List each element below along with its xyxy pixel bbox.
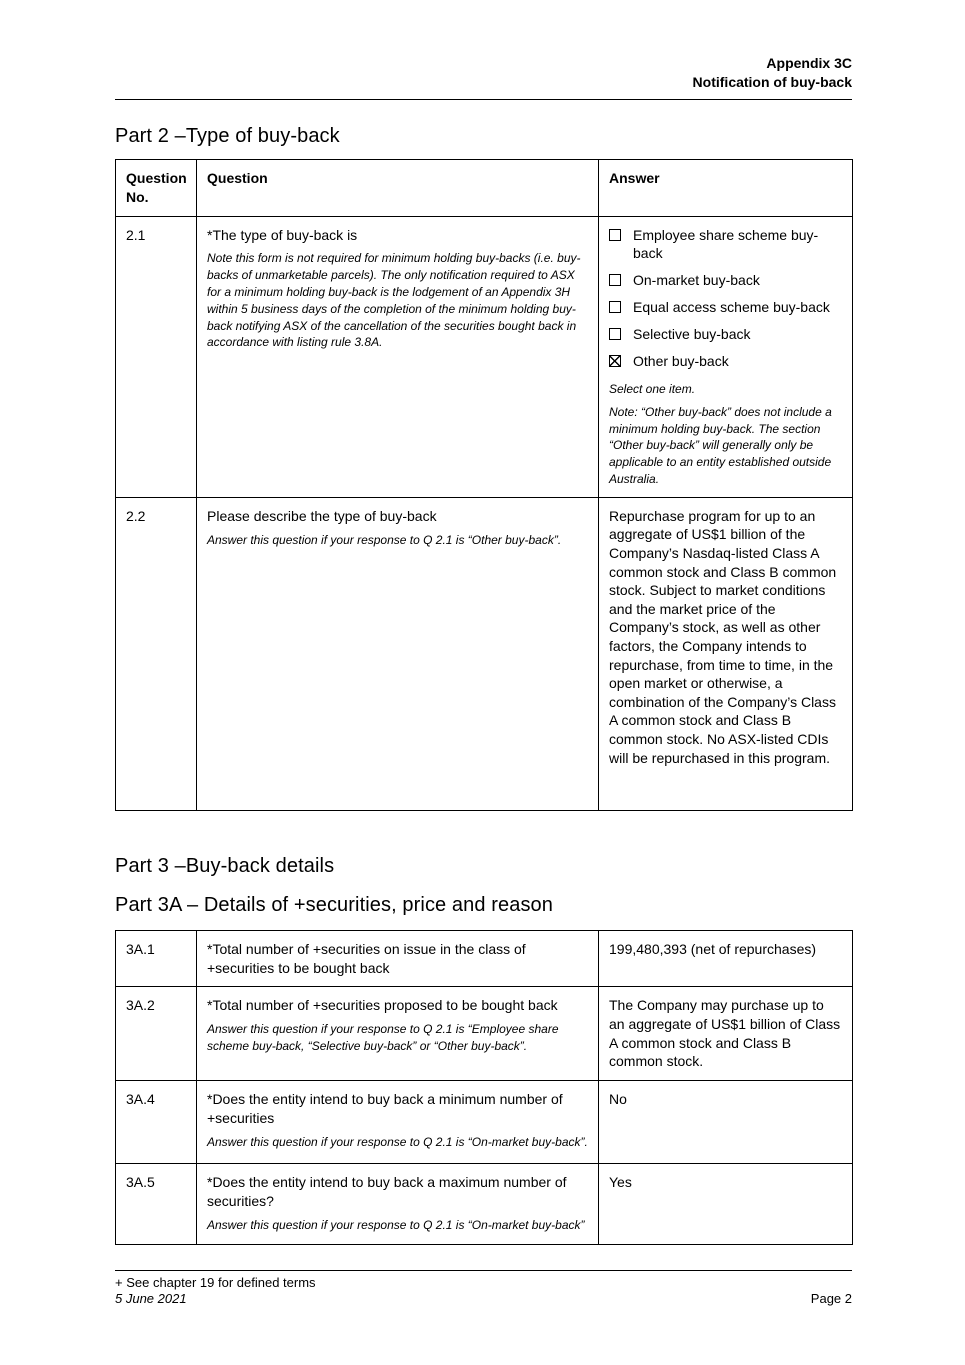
answer-text: Yes: [609, 1173, 632, 1190]
checkbox-label: Equal access scheme buy-back: [633, 299, 830, 316]
part2-title: Part 2 –Type of buy-back: [115, 124, 340, 147]
table-row-3a-5: [116, 1163, 853, 1244]
col-header-question-no: Question No.: [116, 159, 197, 216]
question-no-cell: 3A.4: [116, 1080, 197, 1163]
answer-cell: [599, 216, 853, 497]
question-cell: [197, 987, 599, 1080]
question-text: *Does the entity intend to buy back a minimum number of +securities: [207, 1090, 563, 1126]
checkbox-icon-checked[interactable]: [609, 355, 621, 367]
checkbox-icon[interactable]: [609, 229, 621, 241]
checkbox-option-on-market[interactable]: [609, 271, 842, 290]
answer-cell: [599, 497, 853, 810]
question-text: *Total number of +securities proposed to be bought back: [207, 997, 558, 1014]
part3a-table: [115, 930, 853, 1245]
checkbox-label: On-market buy-back: [633, 272, 760, 289]
answer-text: 199,480,393 (net of repurchases): [609, 940, 817, 957]
table-row-2-2: [116, 497, 853, 810]
doc-header-appendix: Appendix 3C: [766, 55, 852, 71]
table-header-row: [116, 159, 853, 216]
question-no-cell: 2.1: [116, 216, 197, 497]
question-text: *Does the entity intend to buy back a maximum number of securities?: [207, 1173, 567, 1209]
table-row-3a-2: [116, 987, 853, 1080]
footer-terms: + See chapter 19 for defined terms: [115, 1275, 316, 1290]
question-no-cell: 3A.2: [116, 987, 197, 1080]
question-cell: [197, 216, 599, 497]
question-note: Answer this question if your response to Q 2.1 is “On-market buy-back”: [207, 1217, 585, 1232]
col-header-answer: Answer: [599, 159, 853, 216]
checkbox-icon[interactable]: [609, 274, 621, 286]
checkbox-label: Other buy-back: [633, 353, 729, 370]
checkbox-label: Selective buy-back: [633, 326, 751, 343]
checkbox-icon[interactable]: [609, 301, 621, 313]
question-no-cell: 2.2: [116, 497, 197, 810]
question-cell: [197, 1163, 599, 1244]
col-header-question: Question: [197, 159, 599, 216]
question-cell: [197, 497, 599, 810]
question-no-cell: 3A.5: [116, 1163, 197, 1244]
doc-header-subtitle: Notification of buy-back: [692, 73, 852, 90]
checkbox-option-employee-share-scheme[interactable]: [609, 226, 842, 264]
part2-table: [115, 159, 853, 811]
select-one-note: Select one item.: [609, 381, 696, 396]
header-rule: [115, 99, 852, 100]
answer-cell: [599, 987, 853, 1080]
question-cell: [197, 930, 599, 987]
answer-cell: [599, 1080, 853, 1163]
question-text: Please describe the type of buy-back: [207, 507, 437, 524]
answer-text: No: [609, 1090, 627, 1107]
question-note: Note this form is not required for minimum holding buy-backs (i.e. buy-backs of unmarketable parcels). The only notification required to ASX for a minimum holding buy-back is the lodgement of an Appendix 3H within 5 business days of the completion of the minimum holding buy-back notifying ASX of the cancellation of the securities bought back in accordance with listing rule 3.8A.: [207, 251, 581, 350]
answer-text: The Company may purchase up to an aggregate of US$1 billion of Class A common stock and Class B common stock.: [609, 997, 841, 1070]
table-row-3a-4: [116, 1080, 853, 1163]
question-no-cell: 3A.1: [116, 930, 197, 987]
checkbox-option-other[interactable]: [609, 352, 842, 371]
checkbox-icon[interactable]: [609, 328, 621, 340]
question-text: *The type of buy-back is: [207, 226, 358, 243]
answer-text: Repurchase program for up to an aggregate of US$1 billion of the Company’s Nasdaq-listed Class A common stock and Class B common stock. Subject to market conditions and the market price of the Company’s stock, as well as other factors, the Company intends to repurchase, from time to time, in the open market or otherwise, a combination of the Company’s Class A common stock and Class B common stock. No ASX-listed CDIs will be repurchased in this program.: [609, 507, 837, 766]
part3-title: Part 3 –Buy-back details: [115, 854, 335, 877]
page-footer: [115, 1270, 852, 1308]
question-note: Answer this question if your response to Q 2.1 is “Other buy-back”.: [207, 532, 562, 547]
answer-cell: [599, 930, 853, 987]
other-buyback-note: Note: “Other buy-back” does not include a minimum holding buy-back. The section “Other buy-back” will generally only be applicable to an entity established outside Australia.: [609, 404, 832, 486]
footer-date: 5 June 2021: [115, 1291, 187, 1307]
question-text: *Total number of +securities on issue in the class of +securities to be bought back: [207, 940, 526, 976]
question-note: Answer this question if your response to Q 2.1 is “Employee share scheme buy-back, “Selective buy-back” or “Other buy-back”.: [207, 1022, 559, 1054]
table-row-2-1: [116, 216, 853, 497]
page-number: Page 2: [810, 1291, 852, 1307]
footer-rule: [115, 1270, 852, 1271]
checkbox-option-selective[interactable]: [609, 325, 842, 344]
question-cell: [197, 1080, 599, 1163]
part3a-subtitle: Part 3A – Details of +securities, price and reason: [115, 893, 554, 916]
question-note: Answer this question if your response to Q 2.1 is “On-market buy-back”.: [207, 1134, 588, 1149]
checkbox-option-equal-access[interactable]: [609, 298, 842, 317]
table-row-3a-1: [116, 930, 853, 987]
answer-cell: [599, 1163, 853, 1244]
doc-header: [115, 0, 852, 92]
checkbox-label: Employee share scheme buy-back: [633, 226, 819, 262]
